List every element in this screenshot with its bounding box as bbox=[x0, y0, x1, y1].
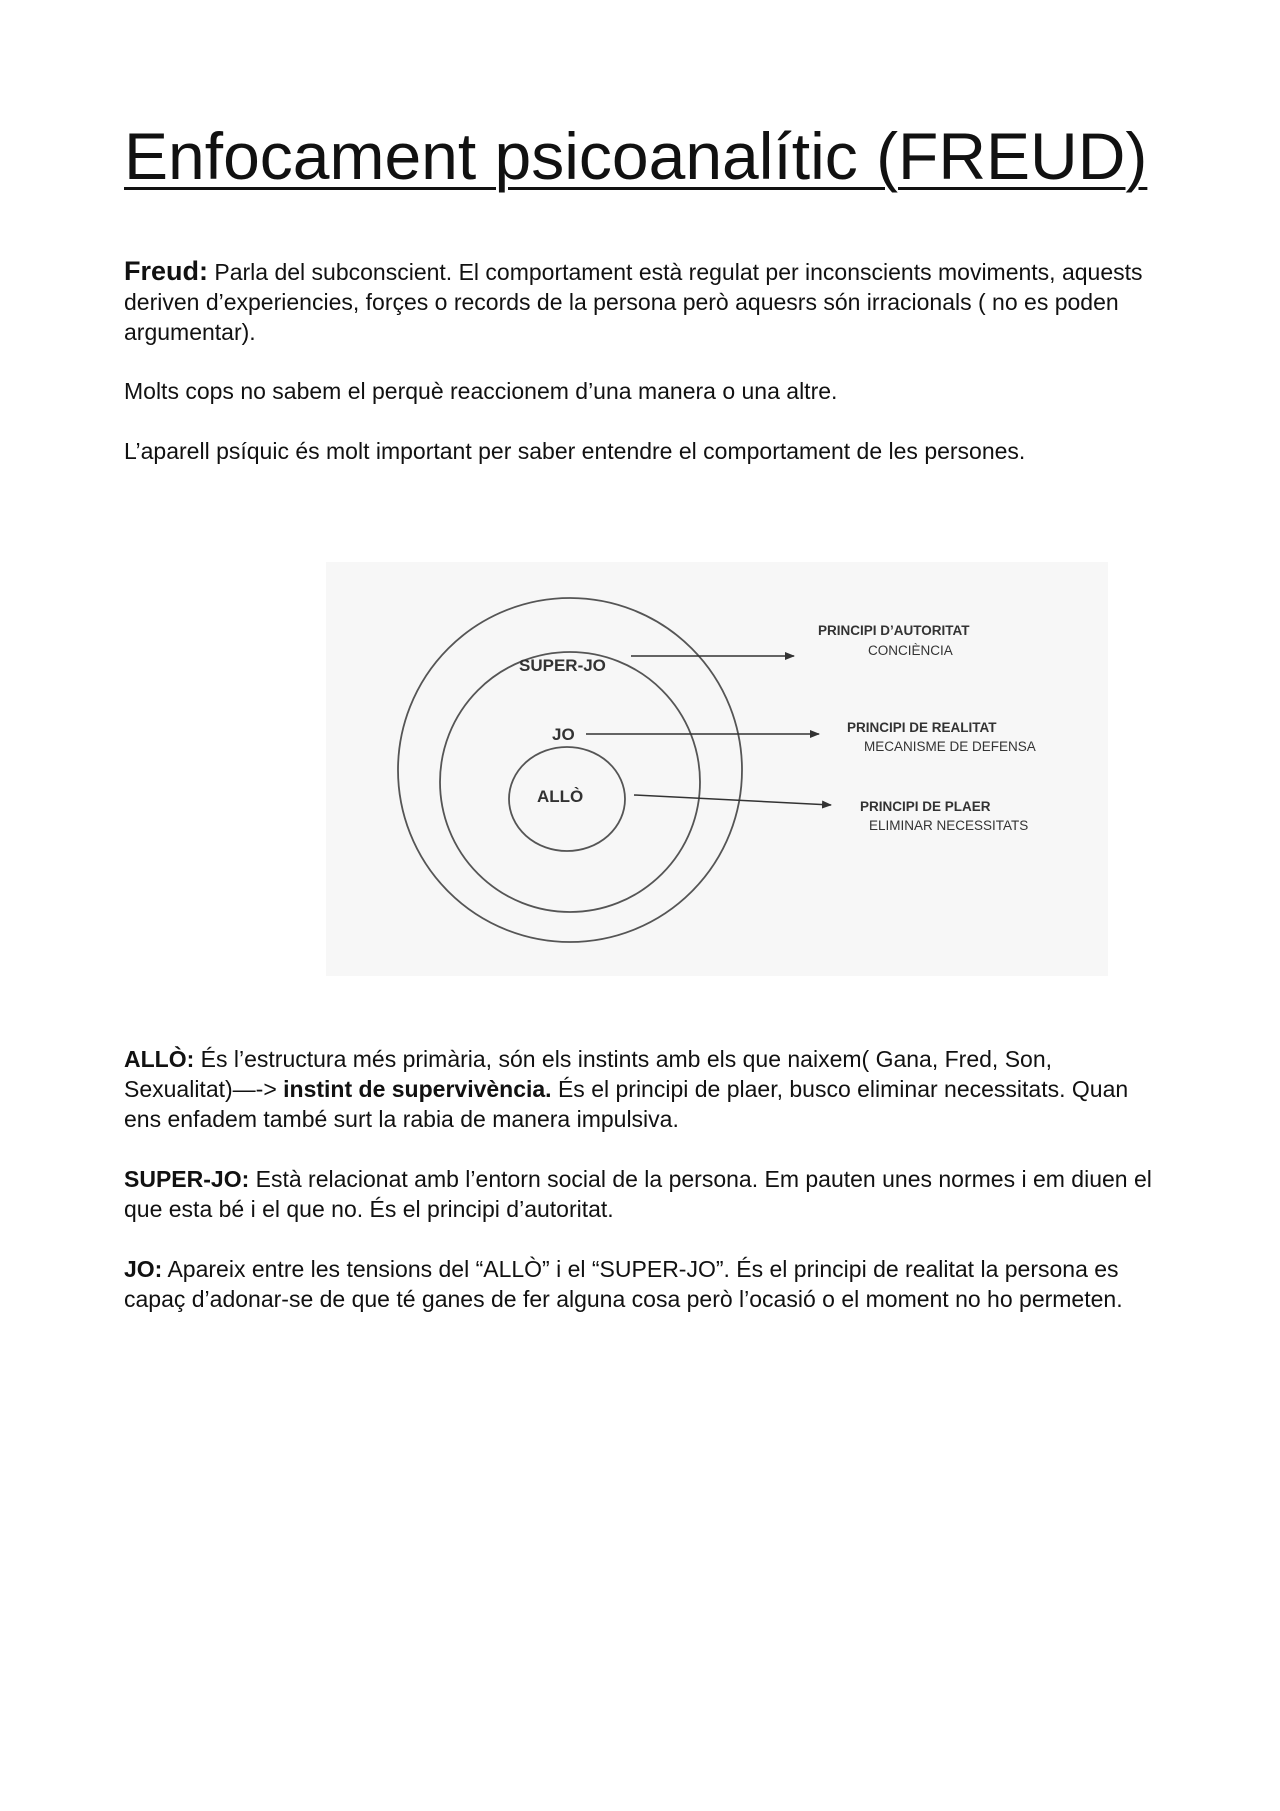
intro-paragraph bbox=[124, 256, 1164, 347]
principle-1-title: PRINCIPI D’AUTORITAT bbox=[818, 623, 970, 638]
super-jo-paragraph bbox=[124, 1164, 1164, 1224]
principle-2-title: PRINCIPI DE REALITAT bbox=[847, 720, 997, 735]
paragraph-2: Molts cops no sabem el perquè reaccionem d’una manera o una altre. bbox=[124, 378, 838, 404]
super-jo-lead: SUPER-JO: bbox=[124, 1166, 250, 1192]
principle-3-title: PRINCIPI DE PLAER bbox=[860, 799, 991, 814]
paragraph-3: L’aparell psíquic és molt important per saber entendre el comportament de les persones. bbox=[124, 438, 1026, 464]
page-title: Enfocament psicoanalític (FREUD) bbox=[124, 119, 1148, 193]
jo-paragraph bbox=[124, 1254, 1164, 1314]
label-super-jo: SUPER-JO bbox=[519, 656, 606, 675]
allo-text-2: És el principi de plaer, busco eliminar necessitats. Quan ens enfadem també surt la rabia de manera impulsiva. bbox=[124, 1076, 1129, 1132]
jo-text: Apareix entre les tensions del “ALLÒ” i el “SUPER-JO”. És el principi de realitat la persona es capaç d’adonar-se de que té ganes de fer alguna cosa però l’ocasió o el moment no ho permeten. bbox=[124, 1256, 1123, 1312]
principle-3-subtitle: ELIMINAR NECESSITATS bbox=[869, 818, 1029, 833]
label-jo: JO bbox=[552, 725, 575, 744]
label-allo: ALLÒ bbox=[537, 787, 584, 806]
allo-lead: ALLÒ: bbox=[124, 1046, 195, 1072]
principle-1-subtitle: CONCIÈNCIA bbox=[868, 643, 953, 658]
principle-2-subtitle: MECANISME DE DEFENSA bbox=[864, 739, 1036, 754]
allo-bold: instint de supervivència. bbox=[283, 1076, 552, 1102]
jo-lead: JO: bbox=[124, 1256, 163, 1282]
diagram-background bbox=[326, 562, 1108, 976]
super-jo-text: Està relacionat amb l’entorn social de la persona. Em pauten unes normes i em diuen el que esta bé i el que no. És el principi d’autoritat. bbox=[124, 1166, 1152, 1222]
diagram-svg bbox=[326, 562, 1108, 976]
psychic-apparatus-diagram bbox=[326, 562, 1108, 976]
allo-text-1: És l’estructura més primària, són els instints amb els que naixem( Gana, Fred, Son, Sexualitat)—-> bbox=[124, 1046, 1053, 1102]
intro-text: Parla del subconscient. El comportament està regulat per inconscients moviments, aquests deriven d’experiencies, forçes o records de la persona però aquesrs són irracionals ( no es poden argumentar). bbox=[124, 259, 1143, 345]
allo-paragraph bbox=[124, 1044, 1164, 1134]
intro-lead: Freud: bbox=[124, 256, 208, 286]
